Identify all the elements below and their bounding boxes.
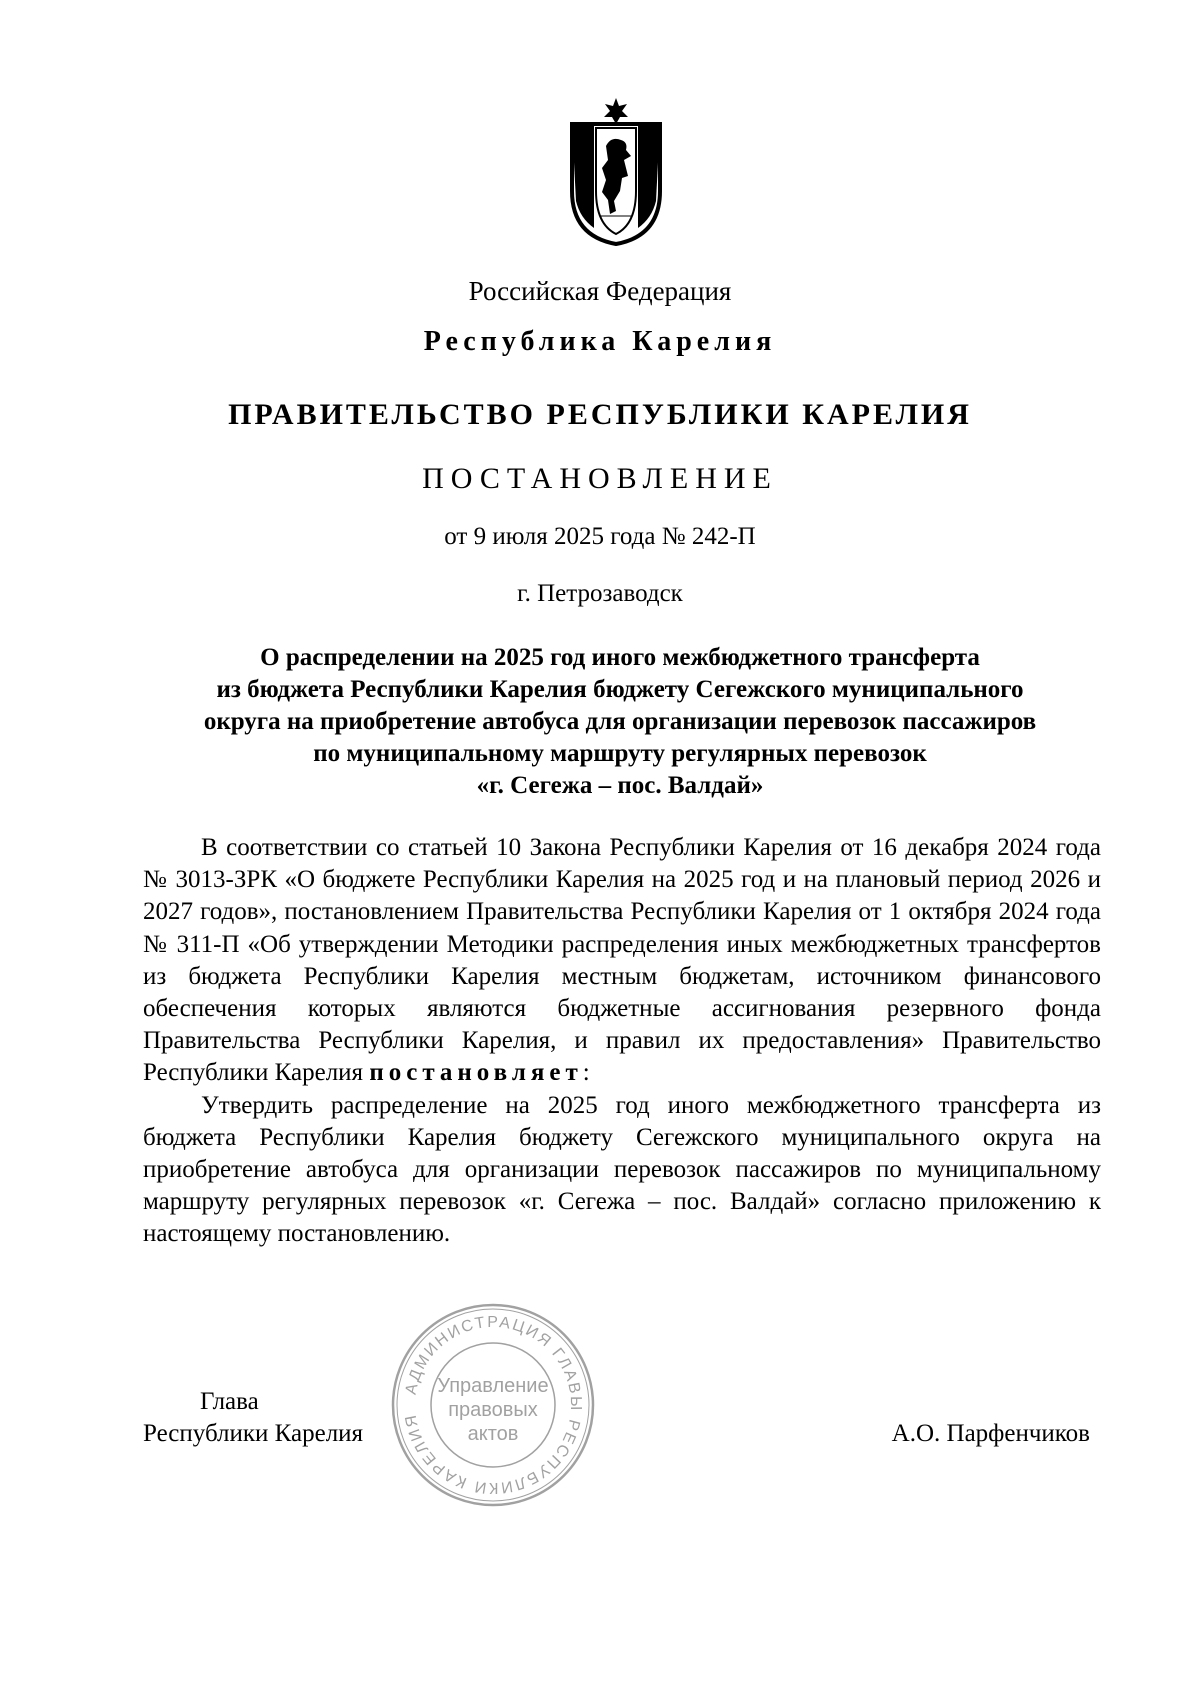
document-body bbox=[143, 832, 1101, 1251]
stamp-inner-line: Управление bbox=[437, 1375, 549, 1397]
stamp-outer-text: АДМИНИСТРАЦИЯ ГЛАВЫ РЕСПУБЛИКИ КАРЕЛИЯ bbox=[402, 1313, 585, 1497]
signature-title: Глава bbox=[200, 1388, 259, 1415]
signature-name: А.О. Парфенчиков bbox=[891, 1420, 1090, 1447]
official-stamp bbox=[388, 1300, 598, 1510]
document-city: г. Петрозаводск bbox=[517, 580, 683, 607]
stamp-inner-line: правовых bbox=[448, 1399, 538, 1421]
document-date-number: от 9 июля 2025 года № 242-П bbox=[444, 523, 756, 550]
body-paragraph-1 bbox=[143, 832, 1101, 1090]
republic-name: Республика Карелия bbox=[423, 326, 777, 357]
title-line: О распределении на 2025 год иного межбюджетного трансферта bbox=[260, 644, 980, 671]
coat-of-arms-icon bbox=[566, 96, 666, 246]
resolve-keyword: постановляет bbox=[369, 1059, 583, 1087]
document-type: ПОСТАНОВЛЕНИЕ bbox=[422, 462, 778, 495]
title-line: из бюджета Республики Карелия бюджету Сегежского муниципального bbox=[216, 676, 1024, 703]
document-title bbox=[140, 642, 1100, 802]
title-line: округа на приобретение автобуса для организации перевозок пассажиров bbox=[203, 708, 1037, 735]
country-name: Российская Федерация bbox=[468, 276, 732, 306]
paragraph-1-end: : bbox=[582, 1059, 590, 1087]
paragraph-1-text: В соответствии со статьей 10 Закона Республики Карелия от 16 декабря 2024 года № 3013-ЗРК «О бюджете Республики Карелия на 2025 год и на плановый период 2026 и 2027 годов», постановлением Правительства Республики Карелия от 1 октября 2024 года № 311-П «Об утверждении Методики распределения иных межбюджетных трансфертов из бюджета Республики Карелия местным бюджетам, источником финансового обеспечения которых являются бюджетные ассигнования резервного фонда Правительства Республики Карелия, и правил их предоставления» Правительство Республики Карелия bbox=[143, 834, 1101, 1087]
government-name: ПРАВИТЕЛЬСТВО РЕСПУБЛИКИ КАРЕЛИЯ bbox=[228, 398, 972, 431]
title-line: «г. Сегежа – пос. Валдай» bbox=[476, 772, 764, 799]
stamp-inner-line: актов bbox=[467, 1423, 519, 1445]
signature-position: Республики Карелия bbox=[143, 1420, 364, 1447]
body-paragraph-2: Утвердить распределение на 2025 год иного межбюджетного трансферта из бюджета Республики Карелия бюджету Сегежского муниципального округа на приобретение автобуса для организации перевозок пассажиров по муниципальному маршруту регулярных перевозок «г. Сегежа – пос. Валдай» согласно приложению к настоящему постановлению. bbox=[143, 1091, 1101, 1248]
title-line: по муниципальному маршруту регулярных перевозок bbox=[313, 740, 927, 767]
